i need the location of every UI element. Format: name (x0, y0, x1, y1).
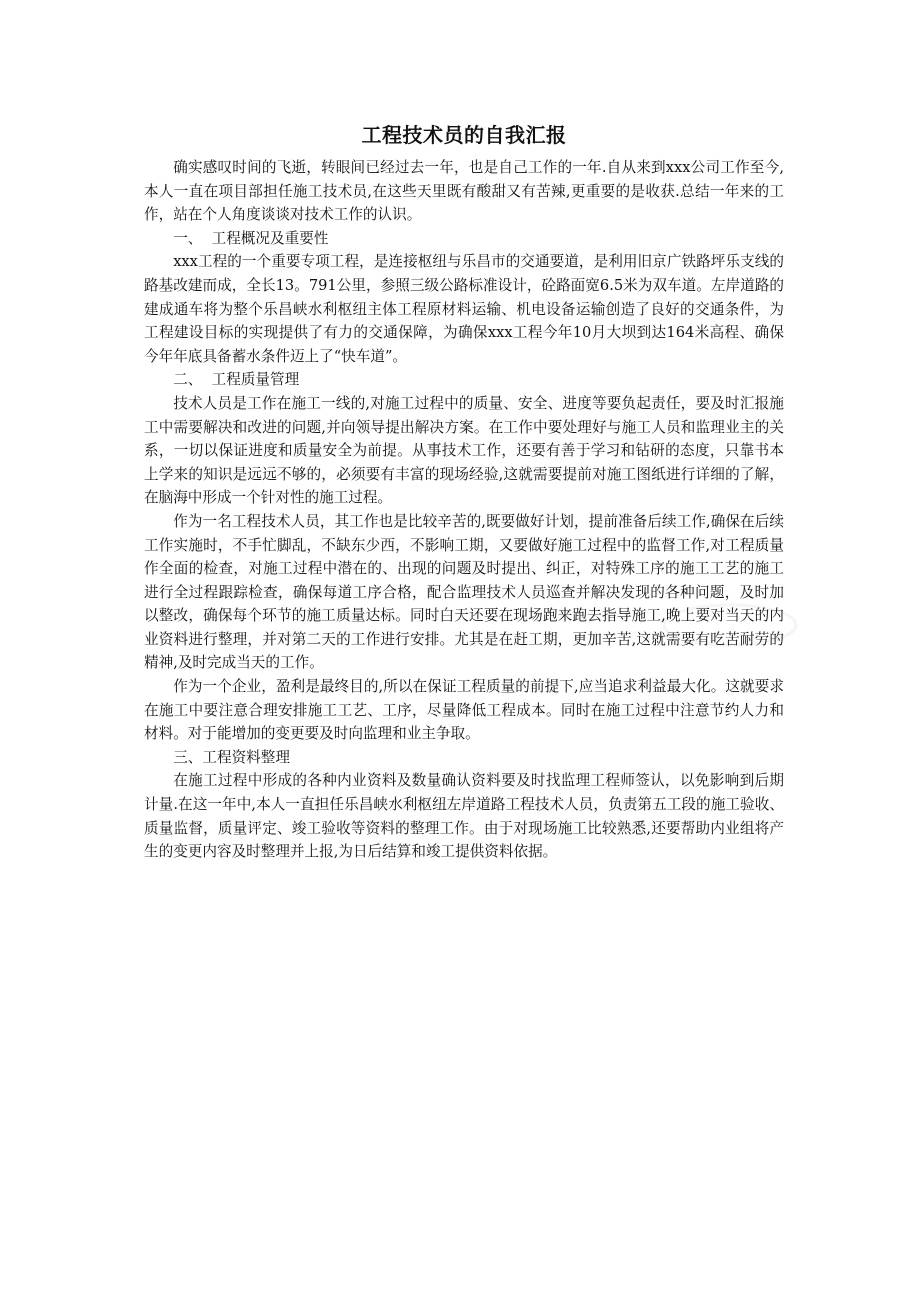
section-heading-records: 三、工程资料整理 (173, 748, 290, 766)
section3-paragraph: 在施工过程中形成的各种内业资料及数量确认资料要及时找监理工程师签认，以免影响到后期计量.在这一年中,本人一直担任乐昌峡水利枢纽左岸道路工程技术人员，负责第五工段的施工验收、质量监督，质量评定、竣工验收等资料的整理工作。由于对现场施工比较熟悉,还要帮助内业组将产生的变更内容及时整理并上报,为日后结算和竣工提供资料依据。 (144, 772, 784, 861)
section-heading-quality: 二、 工程质量管理 (173, 371, 300, 389)
section-heading-overview: 一、 工程概况及重要性 (173, 229, 329, 247)
section2-paragraph-2: 作为一名工程技术人员，其工作也是比较辛苦的,既要做好计划，提前准备后续工作,确保在后续工作实施时，不手忙脚乱，不缺东少西，不影响工期，又要做好施工过程中的监督工作,对工程质量作全面的检查，对施工过程中潜在的、出现的问题及时提出、纠正，对特殊工序的施工工艺的施工进行全过程跟踪检查，确保每道工序合格，配合监理技术人员巡查并解决发现的各种问题，及时加以整改，确保每个环节的施工质量达标。同时白天还要在现场跑来跑去指导施工,晚上要对当天的内业资料进行整理，并对第二天的工作进行安排。尤其是在赶工期，更加辛苦,这就需要有吃苦耐劳的精神,及时完成当天的工作。 (144, 512, 784, 672)
section2-paragraph-3: 作为一个企业，盈利是最终目的,所以在保证工程质量的前提下,应当追求利益最大化。这就要求在施工中要注意合理安排施工工艺、工序，尽量降低工程成本。同时在施工过程中注意节约人力和材料。对于能增加的变更要及时向监理和业主争取。 (144, 678, 784, 743)
document-title: 工程技术员的自我汇报 (361, 123, 567, 147)
document-body (144, 118, 784, 864)
intro-paragraph: 确实感叹时间的飞逝，转眼间已经过去一年，也是自己工作的一年.自从来到xxx公司工作至今,本人一直在项目部担任施工技术员,在这些天里既有酸甜又有苦辣,更重要的是收获.总结一年来的工作，站在个人角度谈谈对技术工作的认识。 (144, 159, 784, 224)
section2-paragraph-1: 技术人员是工作在施工一线的,对施工过程中的质量、安全、进度等要负起责任，要及时汇报施工中需要解决和改进的问题,并向领导提出解决方案。在工作中要处理好与施工人员和监理业主的关系，一切以保证进度和质量安全为前提。从事技术工作，还要有善于学习和钻研的态度，只靠书本上学来的知识是远远不够的，必须要有丰富的现场经验,这就需要提前对施工图纸进行详细的了解，在脑海中形成一个针对性的施工过程。 (144, 394, 784, 507)
section1-paragraph: xxx工程的一个重要专项工程，是连接枢纽与乐昌市的交通要道，是利用旧京广铁路坪乐支线的路基改建而成，全长13。791公里，参照三级公路标准设计，砼路面宽6.5米为双车道。左岸道路的建成通车将为整个乐昌峡水利枢纽主体工程原材料运输、机电设备运输创造了良好的交通条件，为工程建设目标的实现提供了有力的交通保障，为确保xxx工程今年10月大坝到达164米高程、确保今年年底具备蓄水条件迈上了“快车道”。 (144, 253, 784, 365)
